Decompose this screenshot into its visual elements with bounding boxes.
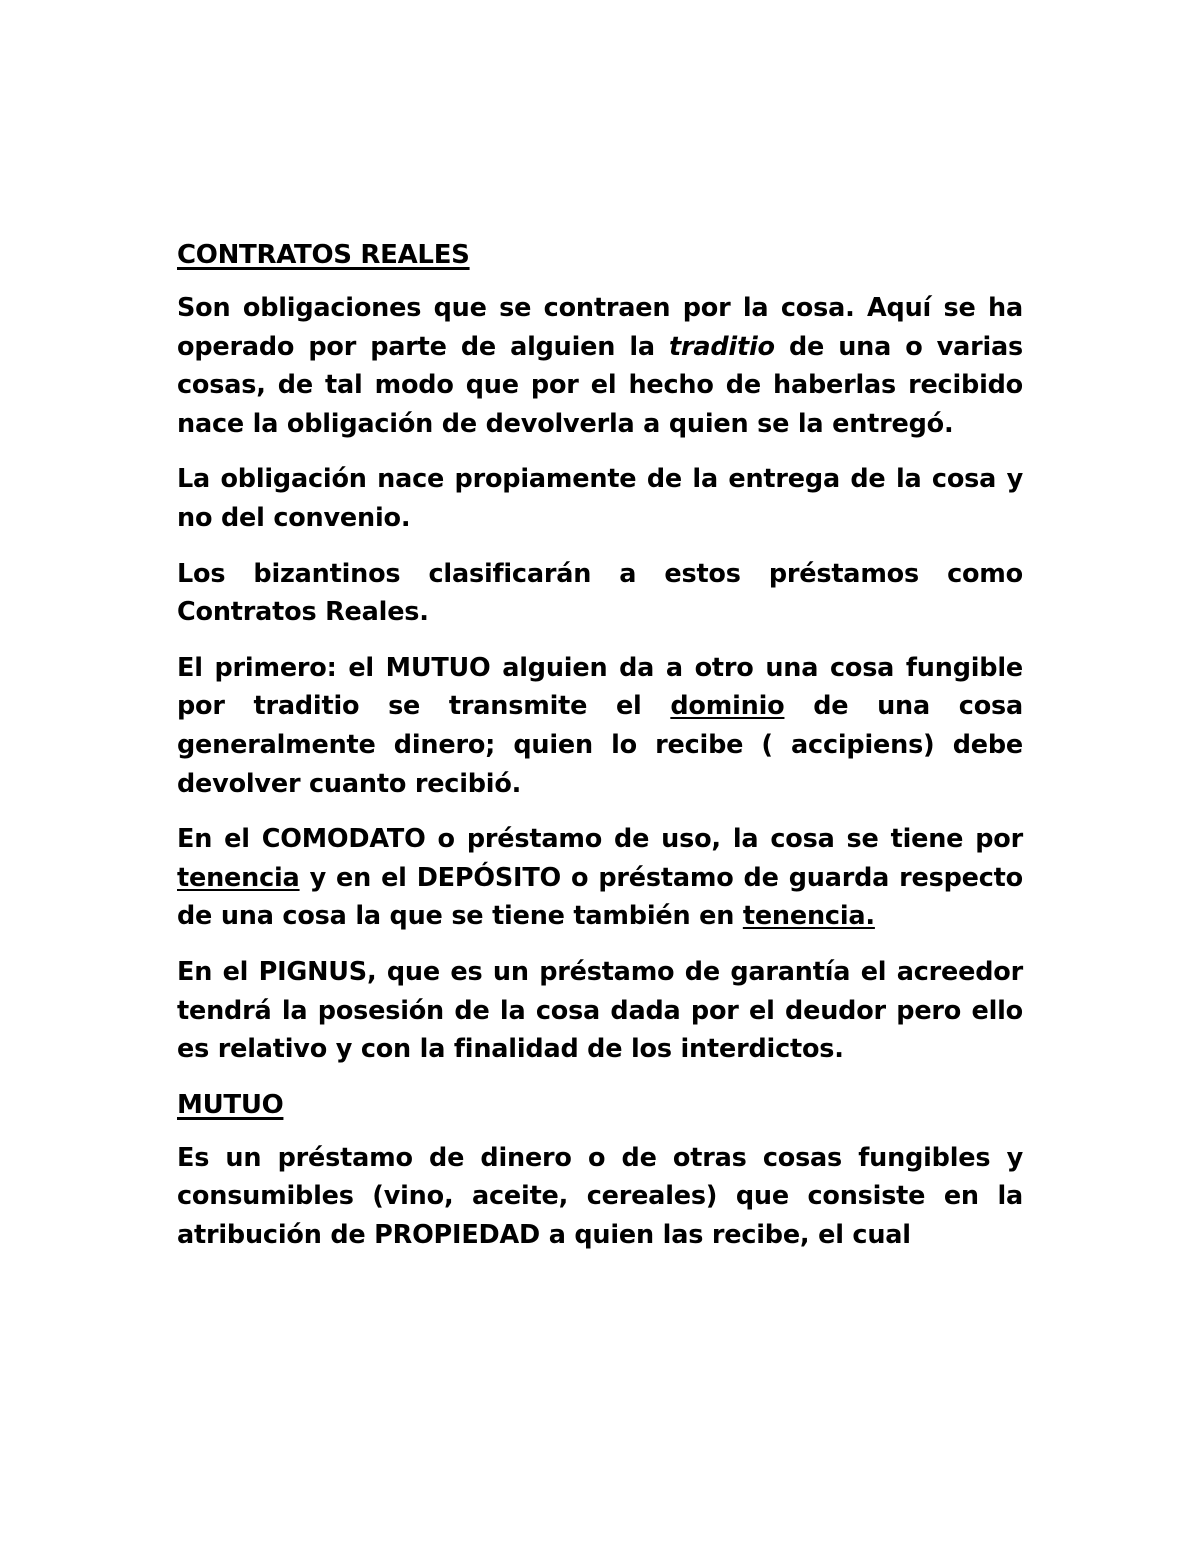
paragraph-comodato-text-b: y en el DEPÓSITO o préstamo de guarda respecto de una cosa la que se tiene también en	[177, 862, 1023, 932]
paragraph-mutuo-intro-text-a: El primero: el MUTUO alguien da a otro una cosa fungible por traditio se transmite el	[177, 652, 1023, 722]
paragraph-definition	[177, 289, 1023, 443]
heading-contratos-reales: CONTRATOS REALES	[177, 240, 470, 270]
paragraph-comodato	[177, 820, 1023, 936]
paragraph-mutuo-intro-text-b: de una cosa generalmente dinero; quien lo recibe ( accipiens) debe devolver cuanto recibió.	[177, 691, 1023, 799]
paragraph-obligacion: La obligación nace propiamente de la entrega de la cosa y no del convenio.	[177, 464, 1023, 533]
term-tenencia-1: tenencia	[177, 862, 300, 893]
paragraph-definition-text-a: Son obligaciones que se contraen por la cosa. Aquí se ha operado por parte de alguien la	[177, 293, 1023, 362]
paragraph-mutuo-intro	[177, 649, 1023, 803]
paragraph-definition-text-b: de una o varias cosas, de tal modo que por el hecho de haberlas recibido nace la obligación de devolverla a quien se la entregó.	[177, 331, 1023, 439]
term-dominio: dominio	[670, 691, 785, 722]
heading-mutuo: MUTUO	[177, 1089, 284, 1120]
term-traditio: traditio	[669, 331, 775, 362]
paragraph-mutuo-definition: Es un préstamo de dinero o de otras cosas fungibles y consumibles (vino, aceite, cereales) que consiste en la atribución de PROPIEDAD a quien las recibe, el cual	[177, 1142, 1023, 1250]
paragraph-bizantinos: Los bizantinos clasificarán a estos préstamos como Contratos Reales.	[177, 558, 1023, 628]
paragraph-comodato-text-a: En el COMODATO o préstamo de uso, la cosa se tiene por	[177, 824, 1023, 855]
term-tenencia-2: tenencia.	[742, 901, 875, 932]
document-page	[177, 236, 1023, 1271]
paragraph-pignus: En el PIGNUS, que es un préstamo de garantía el acreedor tendrá la posesión de la cosa dada por el deudor pero ello es relativo y con la finalidad de los interdictos.	[177, 956, 1023, 1065]
